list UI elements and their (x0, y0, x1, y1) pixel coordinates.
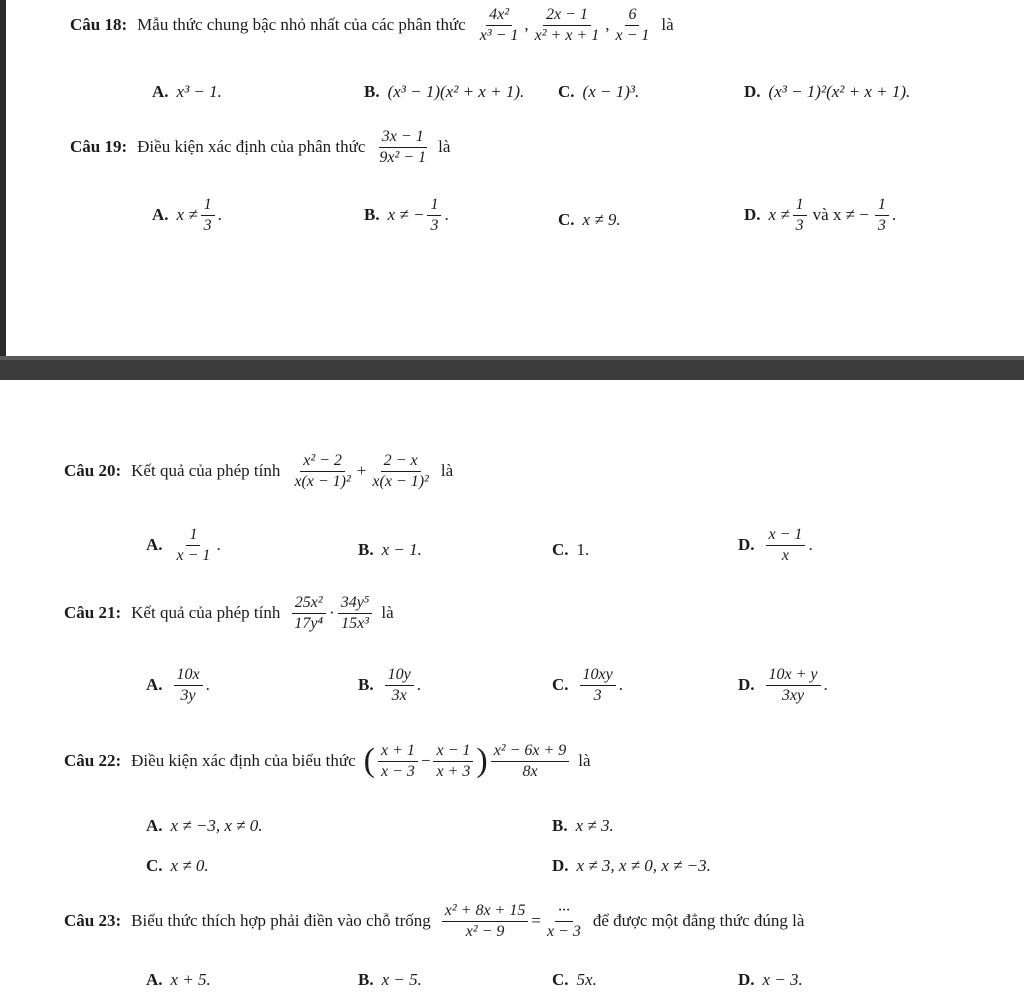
question-text: Kết quả của phép tính (131, 461, 281, 481)
option-23-b[interactable]: B. x − 5. (358, 970, 422, 989)
option-18-c[interactable]: C. (x − 1)³. (558, 82, 640, 101)
question-text: Mẫu thức chung bậc nhỏ nhất của các phân thức (137, 15, 466, 35)
fraction: $\frac{x - 1}{x + 3}$ (433, 742, 473, 780)
option-19-b[interactable]: B. x ≠ − $\frac{1}{3}$ . (364, 196, 449, 234)
option-21-c[interactable]: C. $\frac{10xy}{3}$ . (552, 666, 623, 704)
question-number: Câu 22: (64, 751, 122, 771)
option-18-d[interactable]: D. (x³ − 1)²(x² + x + 1). (744, 82, 911, 101)
option-23-d[interactable]: D. x − 3. (738, 970, 803, 989)
option-22-d[interactable]: D. x ≠ 3, x ≠ 0, x ≠ −3. (552, 856, 711, 875)
question-number: Câu 19: (70, 137, 128, 157)
fraction: $\frac{6}{x - 1}$ (615, 6, 650, 44)
question-number: Câu 23: (64, 911, 122, 931)
option-21-b[interactable]: B. $\frac{10y}{3x}$ . (358, 666, 421, 704)
fraction: $\frac{\text{x² − 6x + 9}}{8x}$ (491, 742, 570, 780)
question-20: Câu 20: Kết quả của phép tính $\frac{\text{x² − 2}}{\text{x(x − 1)²}}$ + $\frac{2 - x}{\text{x(x − 1)²}}$ là (64, 452, 454, 490)
page-bottom (0, 380, 1024, 1002)
question-18: Câu 18: Mẫu thức chung bậc nhỏ nhất của các phân thức $\frac{\text{4x²}}{\text{x³ − 1}}$ , $\frac{2x - 1}{\text{x² + x + 1}}$ , $\frac{6}{x - 1}$ là (70, 6, 674, 44)
question-text: Biểu thức thích hợp phải điền vào chỗ trống (131, 911, 431, 931)
option-22-a[interactable]: A. x ≠ −3, x ≠ 0. (146, 816, 263, 835)
fraction: $\frac{\cdot\cdot\cdot}{x - 3}$ (546, 902, 581, 940)
option-19-d[interactable]: D. x ≠ $\frac{1}{3}$ và x ≠ − $\frac{1}{3}$ . (744, 196, 897, 234)
fraction: $\frac{\text{34y⁵}}{\text{15x³}}$ (338, 594, 373, 632)
option-22-c[interactable]: C. x ≠ 0. (146, 856, 209, 875)
fraction: $\frac{2 - x}{\text{x(x − 1)²}}$ (372, 452, 429, 490)
option-20-a[interactable]: A. $\frac{1}{x - 1}$ . (146, 526, 221, 564)
question-text: Điều kiện xác định của biểu thức (131, 751, 356, 771)
question-19: Câu 19: Điều kiện xác định của phân thức $\frac{3x - 1}{\text{9x² − 1}}$ là (70, 128, 451, 166)
fraction: $\frac{\text{x² + 8x + 15}}{\text{x² − 9}}$ (442, 902, 529, 940)
fraction: $\frac{\text{x² − 2}}{\text{x(x − 1)²}}$ (294, 452, 351, 490)
option-18-b[interactable]: B. (x³ − 1)(x² + x + 1). (364, 82, 525, 101)
fraction: $\frac{3x - 1}{\text{9x² − 1}}$ (379, 128, 427, 166)
fraction: $\frac{\text{4x²}}{\text{x³ − 1}}$ (479, 6, 519, 44)
option-21-a[interactable]: A. $\frac{10x}{3y}$ . (146, 666, 210, 704)
page-divider (0, 356, 1024, 380)
fraction: $\frac{x + 1}{x - 3}$ (378, 742, 418, 780)
option-23-a[interactable]: A. x + 5. (146, 970, 211, 989)
option-22-b[interactable]: B. x ≠ 3. (552, 816, 614, 835)
question-23: Câu 23: Biểu thức thích hợp phải điền vào chỗ trống $\frac{\text{x² + 8x + 15}}{\text{x² − 9}}$ = $\frac{\cdot\cdot\cdot}{x - 3}$ để được một đẳng thức đúng là (64, 902, 805, 940)
option-20-c[interactable]: C. 1. (552, 540, 590, 559)
option-20-b[interactable]: B. x − 1. (358, 540, 422, 559)
page-top (0, 0, 1024, 356)
question-text: Điều kiện xác định của phân thức (137, 137, 366, 157)
question-number: Câu 21: (64, 603, 122, 623)
option-19-a[interactable]: A. x ≠ $\frac{1}{3}$ . (152, 196, 222, 234)
question-number: Câu 18: (70, 15, 128, 35)
option-20-d[interactable]: D. $\frac{x - 1}{x}$ . (738, 526, 813, 564)
question-number: Câu 20: (64, 461, 122, 481)
question-text: Kết quả của phép tính (131, 603, 281, 623)
question-21: Câu 21: Kết quả của phép tính $\frac{\text{25x²}}{\text{17y⁴}}$ · $\frac{\text{34y⁵}}{\text{15x³}}$ là (64, 594, 394, 632)
option-18-a[interactable]: A. x³ − 1. (152, 82, 222, 101)
option-23-c[interactable]: C. 5x. (552, 970, 597, 989)
option-19-c[interactable]: C. x ≠ 9. (558, 210, 621, 229)
fraction: $\frac{2x - 1}{\text{x² + x + 1}}$ (534, 6, 600, 44)
option-21-d[interactable]: D. $\frac{10x + y}{3xy}$ . (738, 666, 828, 704)
fraction: $\frac{\text{25x²}}{\text{17y⁴}}$ (291, 594, 326, 632)
question-22: Câu 22: Điều kiện xác định của biểu thức ( $\frac{x + 1}{x - 3}$ − $\frac{x - 1}{x + 3}$ ) $\frac{\text{x² − 6x + 9}}{8x}$ là (64, 742, 591, 780)
